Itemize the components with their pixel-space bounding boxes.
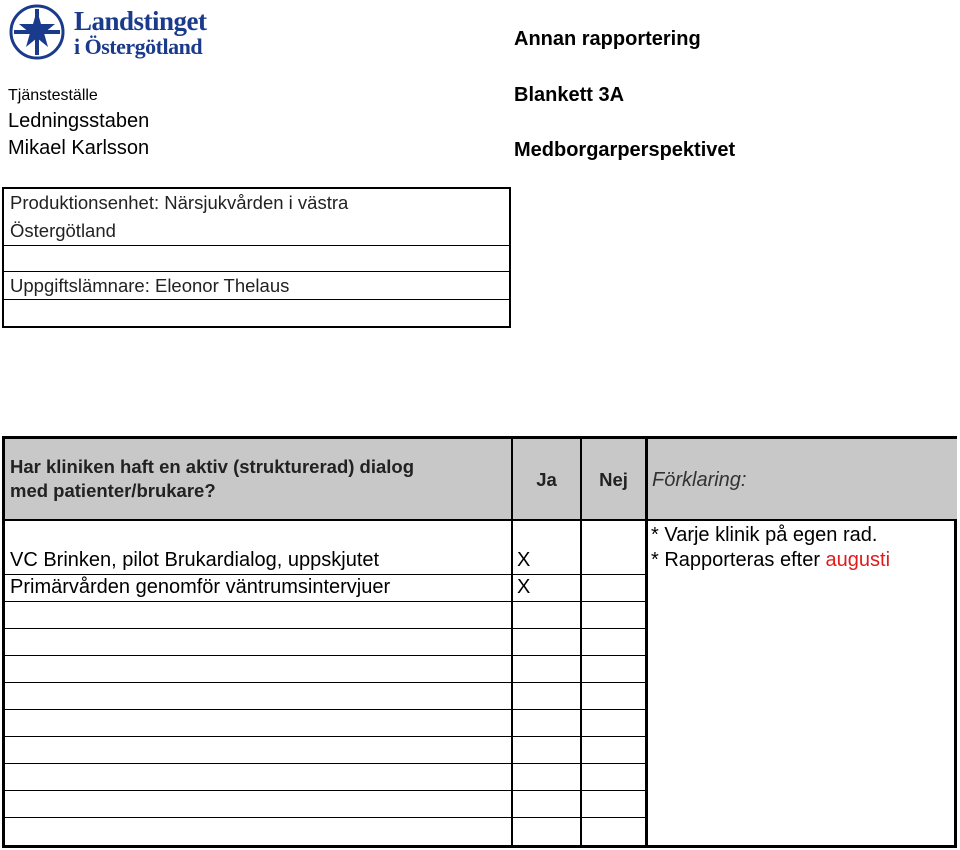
question-line2: med patienter/brukare? xyxy=(10,480,216,501)
county-emblem-icon xyxy=(8,4,66,60)
row-text: VC Brinken, pilot Brukardialog, uppskjutet xyxy=(10,549,380,571)
note-report-after xyxy=(651,547,890,573)
sender-name: Mikael Karlsson xyxy=(8,137,150,159)
row-text: Primärvården genomför väntrumsintervjuer xyxy=(10,576,391,598)
county-logo xyxy=(8,4,258,60)
logo-line1: Landstinget xyxy=(74,6,207,36)
dialog-table xyxy=(2,436,957,848)
sender-unit: Ledningsstaben xyxy=(8,110,150,132)
production-unit-input[interactable] xyxy=(4,246,509,272)
no-header: Nej xyxy=(599,469,628,490)
note-prefix: * Rapporteras efter xyxy=(651,549,826,571)
sender-label: Tjänsteställe xyxy=(8,87,98,104)
production-unit-line1: Produktionsenhet: Närsjukvården i västra xyxy=(10,192,349,213)
reporter-input[interactable] xyxy=(4,300,509,326)
no-header-cell xyxy=(582,439,645,519)
explanation-header: Förklaring: xyxy=(652,469,747,491)
row-yes-mark: X xyxy=(517,576,531,598)
production-unit-row xyxy=(4,189,509,246)
form-number: Blankett 3A xyxy=(514,84,625,106)
yes-header: Ja xyxy=(536,469,557,490)
note-highlight: augusti xyxy=(825,549,891,571)
explanation-header-cell xyxy=(647,439,957,519)
reporter-row xyxy=(4,272,509,300)
form-subtitle: Medborgarperspektivet xyxy=(514,139,736,161)
note-each-clinic: * Varje klinik på egen rad. xyxy=(651,524,878,546)
reporter-label: Uppgiftslämnare: Eleonor Thelaus xyxy=(10,275,290,296)
logo-line2: i Östergötland xyxy=(74,34,203,59)
info-box xyxy=(2,187,511,328)
yes-header-cell xyxy=(513,439,580,519)
question-header-cell xyxy=(5,439,511,519)
question-line1: Har kliniken haft en aktiv (strukturerad) dialog xyxy=(10,456,415,477)
row-yes-mark: X xyxy=(517,549,531,571)
page-title: Annan rapportering xyxy=(514,28,701,50)
production-unit-line2: Östergötland xyxy=(10,220,116,241)
